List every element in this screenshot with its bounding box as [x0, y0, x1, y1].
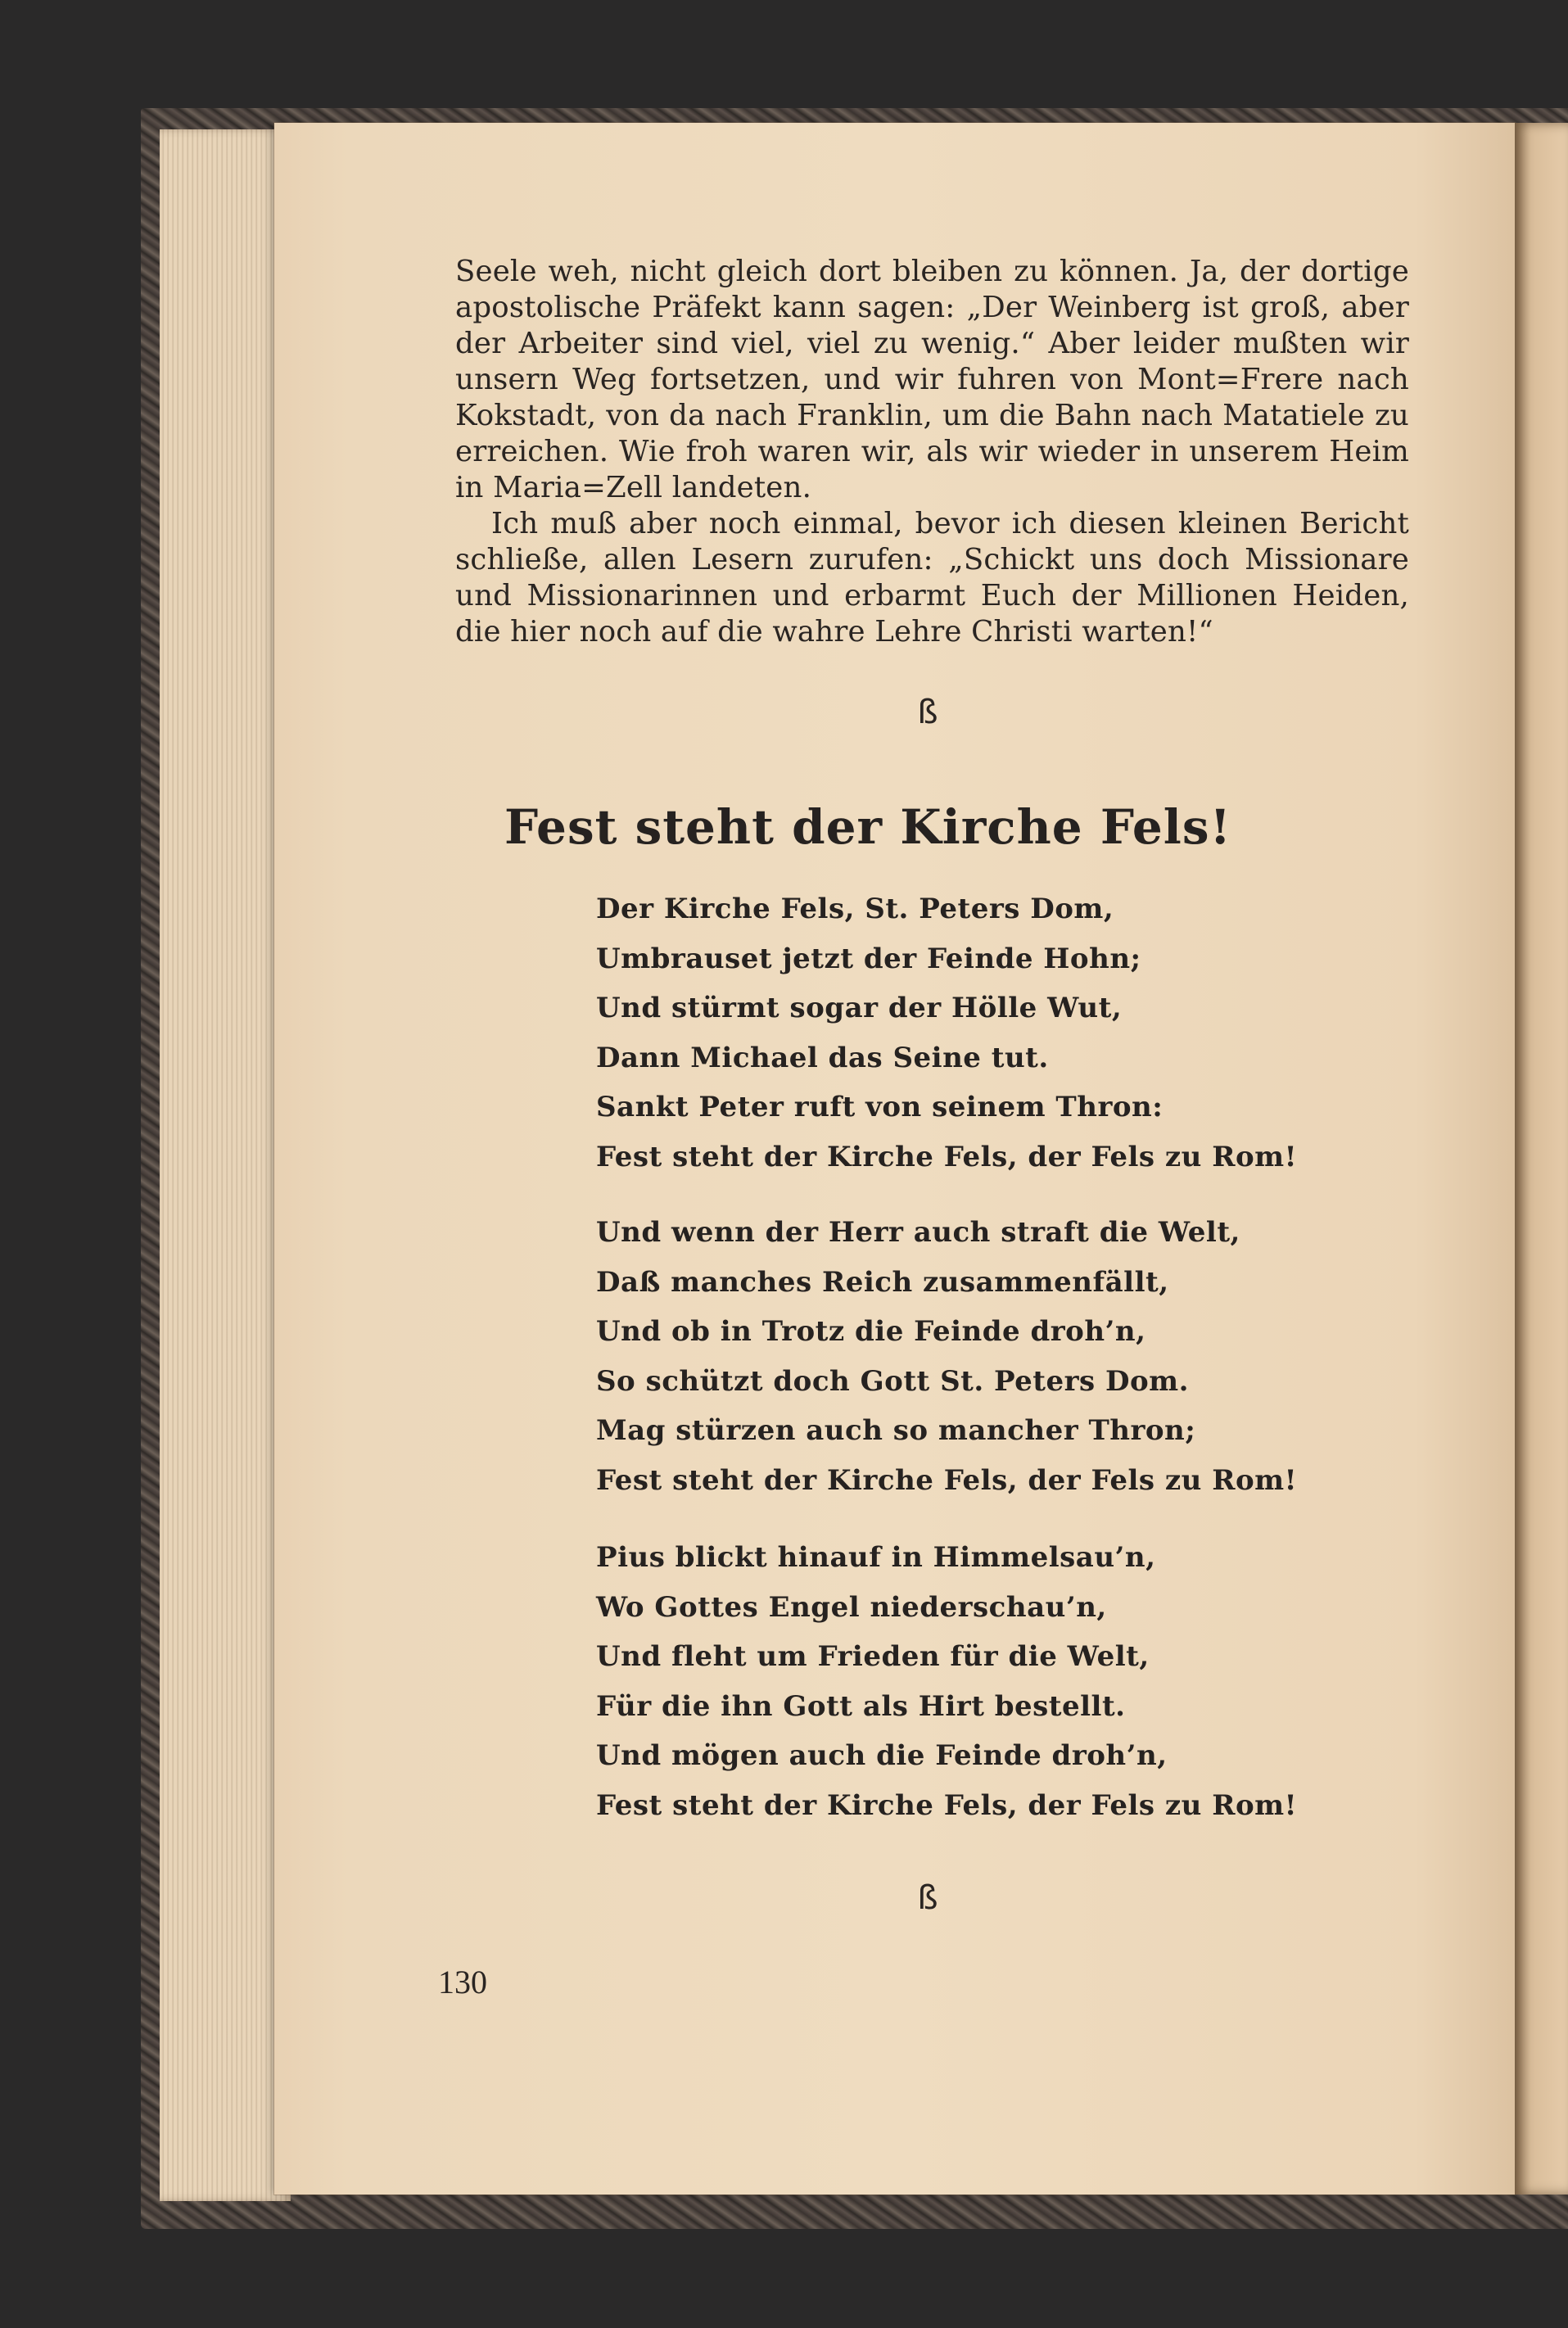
poem-line: Der Kirche Fels, St. Peters Dom, [596, 893, 1114, 925]
poem-line: Für die ihn Gott als Hirt bestellt. [596, 1689, 1126, 1723]
ornament-divider-bottom: ß [917, 1879, 938, 1917]
poem-line: Und fleht um Frieden für die Welt, [596, 1640, 1150, 1673]
opposite-page-edge [1515, 123, 1568, 2195]
prose-paragraph-2: Ich muß aber noch einmal, bevor ich diesen kleinen Bericht schließe, allen Lesern zurufen: „Schickt uns doch Missionare und Missionarinnen und erbarmt Euch der Millionen Heiden, die hier noch auf die wahre Lehre Christi warten!“ [455, 507, 1409, 649]
poem-line: Fest steht der Kirche Fels, der Fels zu Rom! [596, 1788, 1298, 1822]
poem-line: Umbrauset jetzt der Feinde Hohn; [596, 942, 1141, 975]
poem-line: Und wenn der Herr auch straft die Welt, [596, 1216, 1240, 1249]
poem-line: So schützt doch Gott St. Peters Dom. [596, 1364, 1189, 1398]
poem-stanza-2 [596, 1208, 1333, 1505]
page-edges [160, 129, 291, 2201]
poem-line: Daß manches Reich zusammenfällt, [596, 1265, 1169, 1299]
prose-text [455, 254, 1409, 650]
poem-line: Und stürmt sogar der Hölle Wut, [596, 992, 1123, 1024]
poem-title: Fest steht der Kirche Fels! [504, 799, 1231, 855]
poem-line: Wo Gottes Engel niederschau’n, [596, 1590, 1107, 1624]
poem-line: Und ob in Trotz die Feinde droh’n, [596, 1315, 1146, 1348]
page-number: 130 [438, 1964, 487, 2000]
ornament-divider-top: ß [917, 694, 938, 731]
poem-line: Dann Michael das Seine tut. [596, 1041, 1049, 1074]
prose-paragraph-1: Seele weh, nicht gleich dort bleiben zu können. Ja, der dortige apostolische Präfekt kann sagen: „Der Weinberg ist groß, aber der Arbeiter sind viel, viel zu wenig.“ Aber leider mußten wir unsern Weg fortsetzen, und wir fuhren von Mont=Frere nach Kokstadt, von da nach Franklin, um die Bahn nach Matatiele zu erreichen. Wie froh waren wir, als wir wieder in unserem Heim in Maria=Zell landeten. [455, 255, 1409, 504]
poem-stanza-1 [596, 884, 1333, 1182]
poem-line: Pius blickt hinauf in Himmelsau’n, [596, 1541, 1156, 1574]
poem-line: Mag stürzen auch so mancher Thron; [596, 1414, 1196, 1447]
poem-line: Fest steht der Kirche Fels, der Fels zu Rom! [596, 1463, 1298, 1497]
poem-stanza-3 [596, 1533, 1333, 1830]
poem-line: Und mögen auch die Feinde droh’n, [596, 1739, 1168, 1772]
poem-line: Sankt Peter ruft von seinem Thron: [596, 1091, 1164, 1123]
poem-line: Fest steht der Kirche Fels, der Fels zu Rom! [596, 1140, 1298, 1173]
